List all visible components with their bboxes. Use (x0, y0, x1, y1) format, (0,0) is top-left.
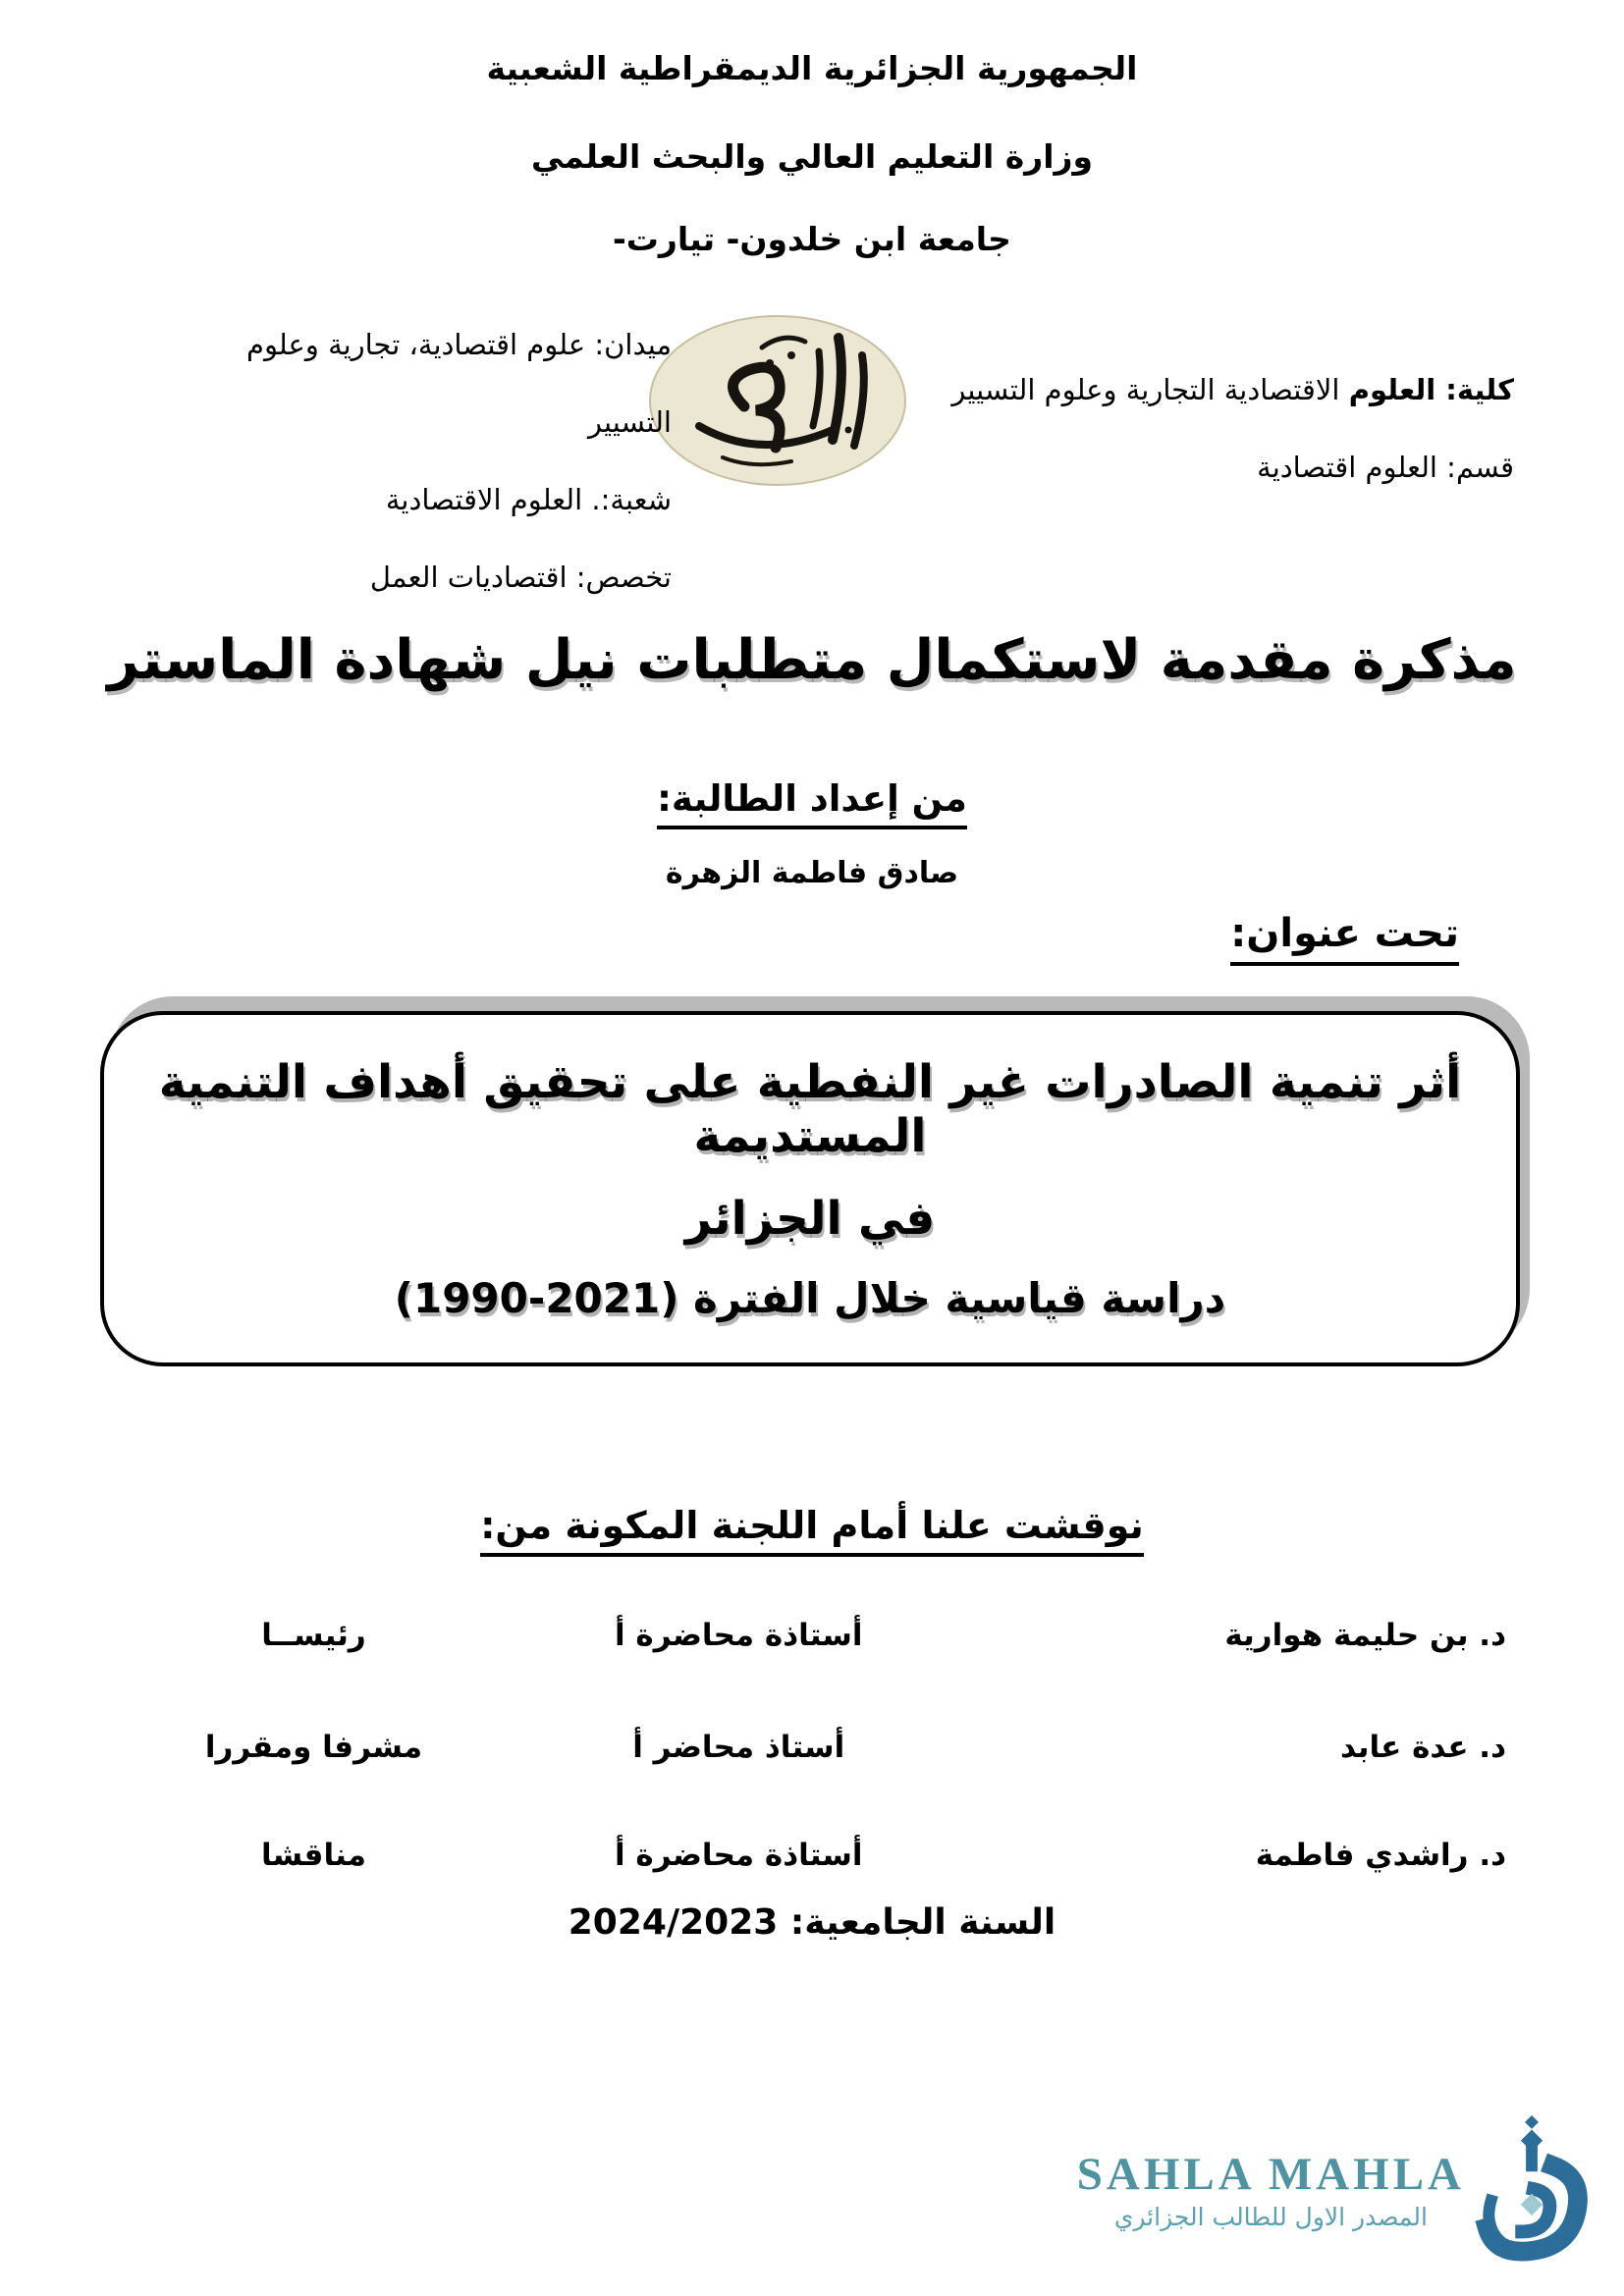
faculty-block (951, 351, 1514, 507)
committee-row (135, 1618, 1506, 1653)
branch-line: شعبة:. العلوم الاقتصادية (385, 483, 672, 516)
domain-block (189, 306, 672, 616)
academic-year: السنة الجامعية: 2024/2023 (568, 1902, 1056, 1943)
student-name: صادق فاطمة الزهرة (665, 856, 959, 890)
committee-member-rank: أستاذة محاضرة أ (614, 1618, 863, 1653)
committee-member-rank: أستاذ محاضر أ (632, 1730, 845, 1765)
committee-member-name: د. بن حليمة هوارية (1224, 1618, 1506, 1653)
brand-text-block (1077, 2148, 1465, 2231)
thesis-title-line-2: في الجزائر (684, 1192, 936, 1246)
under-title-label: تحت عنوان: (1230, 911, 1459, 966)
committee-row (135, 1730, 1506, 1765)
committee-member-role: مشرفا ومقررا (204, 1730, 423, 1765)
sahla-mahla-watermark (978, 2110, 1597, 2268)
specialty-line: تخصص: اقتصاديات العمل (369, 561, 672, 594)
university-seal-logo (646, 312, 909, 489)
committee-member-role: رئيســا (261, 1618, 366, 1653)
prepared-by-heading (0, 777, 1624, 829)
committee-heading-label: نوقشت علنا أمام اللجنة المكونة من: (480, 1504, 1144, 1557)
university-title: جامعة ابن خلدون- تيارت- (613, 220, 1011, 258)
republic-title: الجمهورية الجزائرية الديمقراطية الشعبية (486, 49, 1138, 87)
thesis-title-line-1: أثر تنمية الصادرات غير النفطية على تحقيق أهداف التنمية المستديمة (158, 1055, 1462, 1163)
faculty-line (951, 351, 1514, 429)
committee-member-name: د. راشدي فاطمة (1255, 1838, 1506, 1873)
department-line: قسم: العلوم اقتصادية (1257, 451, 1514, 484)
field-line: ميدان: علوم اقتصادية، تجارية وعلوم التسيير (246, 328, 672, 439)
university-seal-icon (646, 312, 909, 489)
ministry-title: وزارة التعليم العالي والبحث العلمي (530, 137, 1094, 176)
prepared-by-label: من إعداد الطالبة: (657, 777, 967, 829)
faculty-rest: الاقتصادية التجارية وعلوم التسيير (951, 373, 1349, 406)
committee-member-name: د. عدة عابد (1339, 1730, 1506, 1765)
committee-heading (0, 1504, 1624, 1557)
thesis-title-box (100, 1011, 1520, 1366)
faculty-label: كلية: العلوم (1348, 373, 1514, 406)
memo-title: مذكرة مقدمة لاستكمال متطلبات نيل شهادة الماستر (107, 628, 1517, 692)
under-title-heading (1230, 911, 1459, 966)
committee-member-role: مناقشا (261, 1838, 366, 1873)
thesis-subtitle-period: دراسة قياسية خلال الفترة (2021-1990) (394, 1274, 1226, 1322)
brand-name: SAHLA MAHLA (1076, 2148, 1465, 2200)
brand-tagline: المصدر الاول للطالب الجزائري (1113, 2202, 1428, 2231)
committee-member-rank: أستاذة محاضرة أ (614, 1838, 863, 1873)
sahla-mahla-emblem-icon (1471, 2115, 1597, 2263)
committee-row (135, 1838, 1506, 1873)
